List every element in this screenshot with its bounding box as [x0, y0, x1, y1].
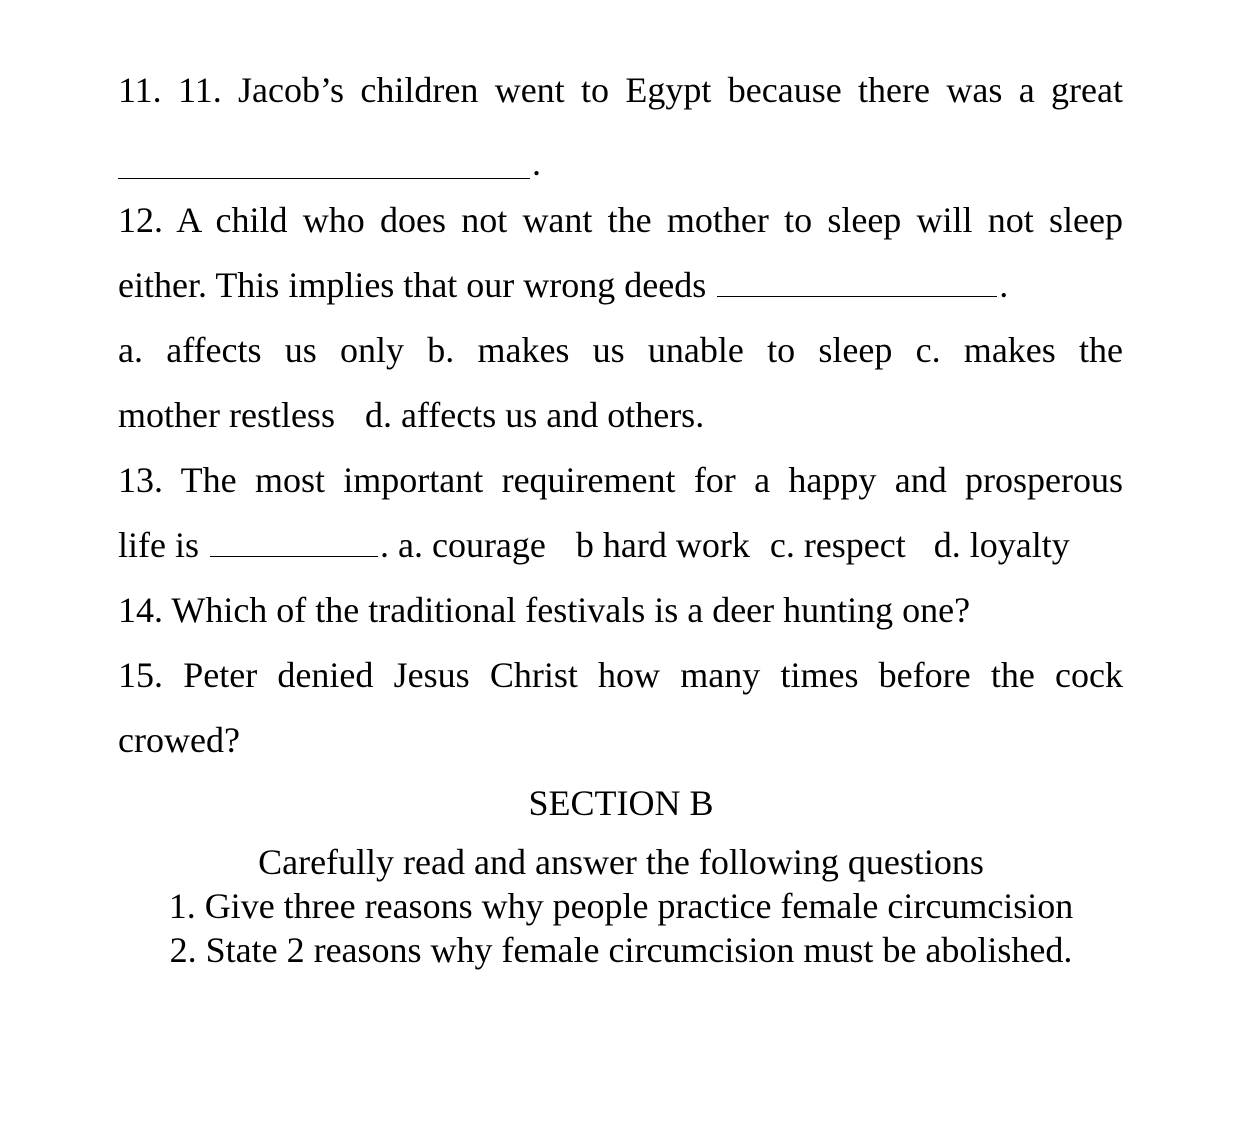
question-12-answer-blank [717, 295, 997, 297]
question-12-options-line-2 [118, 383, 1123, 448]
question-13-text-1: 13. The most important requirement for a happy and prosperous [118, 460, 1123, 500]
question-14-text: 14. Which of the traditional festivals is a deer hunting one? [118, 590, 971, 630]
question-12-option-a: a. affects us only [118, 330, 404, 370]
answer-blank-rule [118, 178, 530, 179]
question-12-line-2 [118, 253, 1123, 318]
question-12-option-c: c. makes the [915, 330, 1124, 370]
section-b [0, 780, 1242, 972]
question-13-answer-blank [210, 555, 378, 557]
question-11-answer-blank [118, 123, 1123, 188]
question-13-line-1 [118, 448, 1123, 513]
question-12-option-d: d. affects us and others. [364, 395, 705, 435]
question-15-text-1: 15. Peter denied Jesus Christ how many times before the cock [118, 655, 1123, 695]
question-13-text-2: life is [118, 525, 199, 565]
question-13-line-2 [118, 513, 1123, 578]
question-15-line-2 [118, 708, 1123, 773]
question-12-option-b: b. makes us unable to sleep [427, 330, 893, 370]
question-12-line-1 [118, 188, 1123, 253]
question-11-period: . [532, 143, 541, 183]
question-12-option-c-cont: mother restless [118, 395, 335, 435]
question-page [118, 58, 1123, 773]
question-13-option-a: . a. courage [379, 525, 546, 565]
question-13-option-c: c. respect [769, 525, 906, 565]
section-b-question-2: 2. State 2 reasons why female circumcision must be abolished. [169, 930, 1073, 970]
question-15-text-2: crowed? [118, 720, 240, 760]
question-11-text: 11. 11. Jacob’s children went to Egypt because there was a great [118, 70, 1123, 110]
section-b-instruction: Carefully read and answer the following questions [258, 842, 984, 882]
question-14-line [118, 578, 1123, 643]
question-15-line-1 [118, 643, 1123, 708]
question-12-options-line-1 [118, 318, 1123, 383]
question-12-text-1: 12. A child who does not want the mother to sleep will not sleep [118, 200, 1123, 240]
question-11-line [118, 58, 1123, 123]
section-b-heading: SECTION B [528, 783, 714, 823]
question-12-period: . [999, 265, 1009, 305]
question-13-option-d: d. loyalty [933, 525, 1070, 565]
section-b-question-1: 1. Give three reasons why people practice female circumcision [168, 886, 1074, 926]
question-13-option-b: b hard work [575, 525, 750, 565]
question-12-text-2: either. This implies that our wrong deeds [118, 265, 707, 305]
